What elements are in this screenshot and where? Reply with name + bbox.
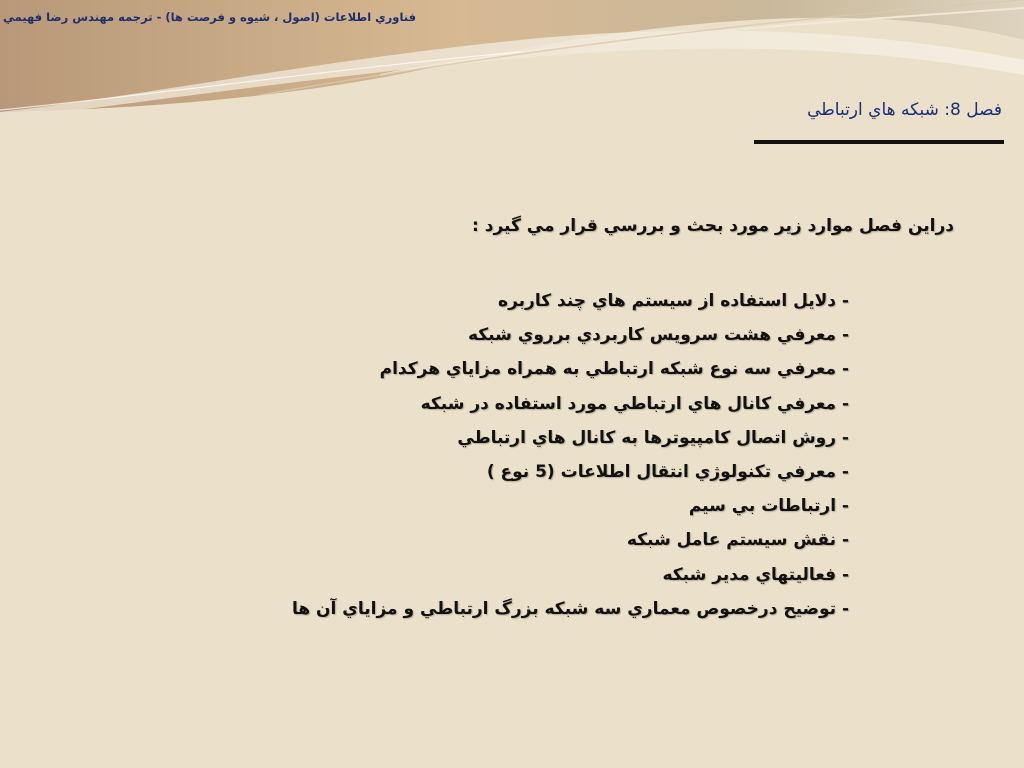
- title-underline: [754, 140, 1004, 144]
- list-item: - معرفي کانال هاي ارتباطي مورد استفاده در شبکه: [420, 393, 849, 414]
- list-item: - ارتباطات بي سيم: [688, 496, 849, 517]
- list-item: - نقش سيستم عامل شبکه: [626, 530, 849, 551]
- list-item: - معرفي هشت سرويس کاربردي برروي شبکه: [467, 325, 849, 346]
- header-caption: فناوري اطلاعات (اصول ، شيوه و فرصت ها) - ترجمه مهندس رضا فهيمي: [2, 10, 416, 24]
- list-item: - روش اتصال کامپيوترها به کانال هاي ارتباطي: [457, 427, 849, 448]
- intro-text: دراين فصل موارد زير مورد بحث و بررسي قرار مي گيرد :: [472, 216, 954, 236]
- list-item: - فعاليتهاي مدير شبکه: [662, 564, 849, 585]
- chapter-title: فصل 8: شبکه هاي ارتباطي: [807, 100, 1002, 120]
- slide-content: [234, 212, 954, 626]
- list-item: - معرفي سه نوع شبکه ارتباطي به همراه مزاياي هرکدام: [379, 359, 849, 380]
- topic-list: [234, 284, 954, 626]
- list-item: - معرفي تکنولوژي انتقال اطلاعات (5 نوع ): [486, 461, 849, 482]
- list-item: - توضيح درخصوص معماري سه شبکه بزرگ ارتباطي و مزاياي آن ها: [291, 598, 849, 619]
- list-item: - دلايل استفاده از سيستم هاي چند کاربره: [498, 291, 849, 311]
